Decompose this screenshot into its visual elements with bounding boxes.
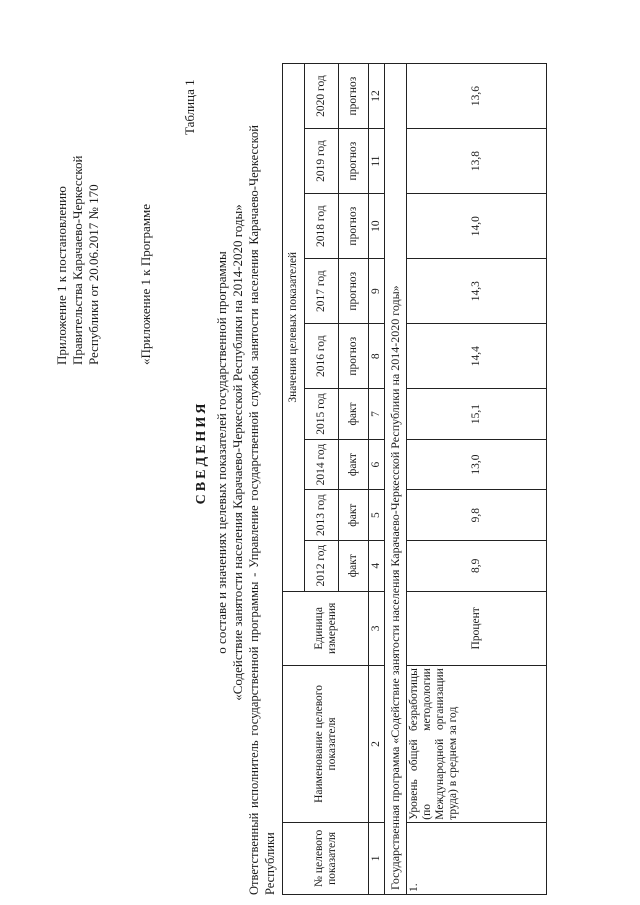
kind-header: прогноз (339, 259, 369, 324)
document-title: СВЕДЕНИЯ (194, 400, 209, 505)
kind-header: прогноз (339, 324, 369, 389)
header-unit: Единица измерения (283, 591, 369, 666)
column-number: 10 (369, 194, 385, 259)
header-values-group: Значения целевых показателей (283, 64, 305, 592)
year-header: 2020 год (305, 64, 339, 129)
row-value: 13,0 (407, 439, 547, 490)
kind-header: прогноз (339, 194, 369, 259)
table-row (407, 64, 547, 895)
year-header: 2016 год (305, 324, 339, 389)
row-name: Уровень общей безработицы (по методологии Международной организации труда) в среднем за год (407, 666, 547, 823)
year-header: 2014 год (305, 439, 339, 490)
row-value: 13,8 (407, 129, 547, 194)
program-row: Государственная программа «Содействие занятости населения Карачаево-Черкесской Республики на 2014-2020 годы» (385, 64, 407, 895)
column-number: 4 (369, 540, 385, 591)
column-number: 5 (369, 490, 385, 541)
row-value: 13,6 (407, 64, 547, 129)
kind-header: факт (339, 389, 369, 440)
year-header: 2018 год (305, 194, 339, 259)
column-number: 2 (369, 666, 385, 823)
appendix-program-note: «Приложение 1 к Программе (138, 203, 153, 365)
indicators-table (282, 63, 547, 895)
table-number: Таблица 1 (182, 79, 197, 135)
row-value: 14,3 (407, 259, 547, 324)
column-number: 12 (369, 64, 385, 129)
column-number: 8 (369, 324, 385, 389)
appendix-line: Правительства Карачаево-Черкесской (70, 155, 85, 365)
row-value: 14,0 (407, 194, 547, 259)
header-num: № целевого показателя (283, 822, 369, 894)
row-value: 9,8 (407, 490, 547, 541)
year-header: 2015 год (305, 389, 339, 440)
year-header: 2017 год (305, 259, 339, 324)
kind-header: факт (339, 490, 369, 541)
column-number: 9 (369, 259, 385, 324)
row-value: 15,1 (407, 389, 547, 440)
appendix-line: Республики от 20.06.2017 № 170 (86, 184, 101, 365)
year-header: 2019 год (305, 129, 339, 194)
responsible-executor: Ответственный исполнитель государственной программы - Управление государственной службы занятости населения Карачаево-Черкесской Республики (247, 125, 277, 895)
program-name: «Содействие занятости населения Карачаево-Черкесской Республики на 2014-2020 годы» (230, 204, 245, 701)
appendix-line: Приложение 1 к постановлению (54, 186, 69, 365)
header-name: Наименование целевого показателя (283, 666, 369, 823)
column-number: 7 (369, 389, 385, 440)
kind-header: факт (339, 540, 369, 591)
kind-header: прогноз (339, 129, 369, 194)
year-header: 2012 год (305, 540, 339, 591)
column-number: 3 (369, 591, 385, 666)
document-subtitle: о составе и значениях целевых показателей государственной программы (214, 251, 229, 654)
row-value: 14,4 (407, 324, 547, 389)
column-number: 6 (369, 439, 385, 490)
kind-header: факт (339, 439, 369, 490)
appendix-note (54, 156, 102, 366)
row-unit: Процент (407, 591, 547, 666)
column-number: 11 (369, 129, 385, 194)
column-number: 1 (369, 822, 385, 894)
kind-header: прогноз (339, 64, 369, 129)
year-header: 2013 год (305, 490, 339, 541)
row-num: 1. (407, 822, 547, 894)
row-value: 8,9 (407, 540, 547, 591)
